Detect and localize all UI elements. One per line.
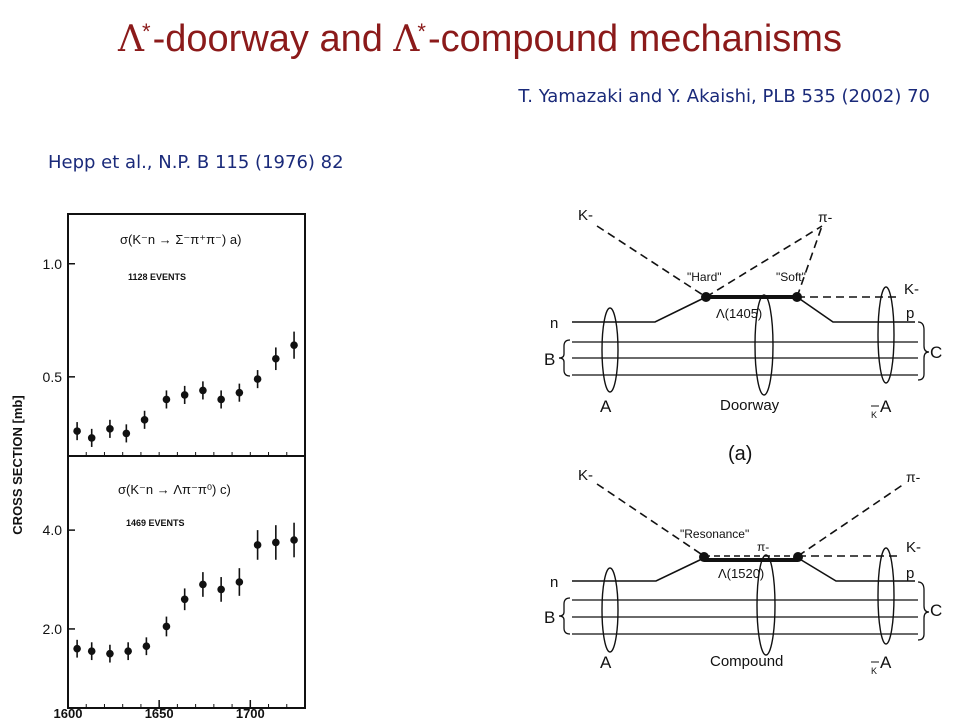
label-k-in: K- xyxy=(578,207,593,224)
label-k-out: K- xyxy=(904,281,919,298)
kaon-in-line xyxy=(597,484,704,556)
label-c: C xyxy=(930,601,943,620)
vertex-out xyxy=(793,552,803,562)
label-compound: Compound xyxy=(710,653,784,670)
vertex-soft xyxy=(792,292,802,302)
y-tick-label: 1.0 xyxy=(42,255,62,272)
y-tick-label: 4.0 xyxy=(42,522,62,539)
label-pi-mid: π- xyxy=(757,540,770,554)
nucleon-line xyxy=(572,297,706,322)
label-panel-a: (a) xyxy=(728,443,753,465)
title-text-1: -doorway and xyxy=(152,18,394,60)
pion-out-line xyxy=(797,226,822,297)
pion-out-line-long xyxy=(706,226,822,297)
label-lambda-1405: Λ(1405) xyxy=(716,306,763,321)
pion-out-line xyxy=(798,484,904,556)
label-b: B xyxy=(544,608,556,627)
x-tick-label: 1700 xyxy=(235,706,265,720)
loop-a-right xyxy=(878,287,894,383)
label-pi-out: π- xyxy=(818,209,833,225)
bottom-panel-events: 1469 EVENTS xyxy=(126,518,185,528)
top-panel-title: σ(K⁻n → Σ⁻π⁺π⁻) a) xyxy=(120,232,242,247)
doorway-diagram xyxy=(544,207,942,465)
top-panel-events: 1128 EVENTS xyxy=(128,272,187,282)
label-hard: "Hard" xyxy=(687,270,722,284)
label-pi-out: π- xyxy=(906,469,921,485)
brace-right xyxy=(918,582,929,640)
label-kbar-sub: K xyxy=(871,666,878,676)
label-b: B xyxy=(544,350,556,369)
reference-yamazaki: T. Yamazaki and Y. Akaishi, PLB 535 (2002) 70 xyxy=(518,86,930,107)
vertex-resonance xyxy=(699,552,709,562)
x-tick-label: 1650 xyxy=(144,706,174,720)
reference-hepp: Hepp et al., N.P. B 115 (1976) 82 xyxy=(48,152,344,173)
label-c: C xyxy=(930,343,943,362)
loop-a-left xyxy=(602,308,618,392)
label-resonance: "Resonance" xyxy=(680,527,750,541)
proton-line xyxy=(798,558,915,581)
label-n: n xyxy=(550,315,559,332)
brace-left xyxy=(559,598,570,634)
y-axis-label: CROSS SECTION [mb] xyxy=(10,395,25,535)
vertex-hard xyxy=(701,292,711,302)
title-lambda-1: Λ xyxy=(118,19,145,60)
brace-right xyxy=(918,322,929,380)
label-a-right: A xyxy=(880,397,892,416)
label-doorway: Doorway xyxy=(720,397,780,414)
title-lambda-2: Λ xyxy=(393,19,420,60)
label-kbar-sub: K xyxy=(871,410,878,420)
label-k-out: K- xyxy=(906,539,921,556)
y-tick-label: 2.0 xyxy=(42,620,62,637)
label-n: n xyxy=(550,574,559,591)
compound-diagram xyxy=(544,467,942,676)
label-a-right: A xyxy=(880,653,892,672)
proton-line xyxy=(797,297,915,322)
title-text-2: -compound mechanisms xyxy=(427,18,842,60)
label-a-left: A xyxy=(600,397,612,416)
label-a-left: A xyxy=(600,653,612,672)
x-tick-label: 1600 xyxy=(53,706,83,720)
title-star-2: * xyxy=(417,19,426,44)
nucleon-line xyxy=(572,558,704,581)
bottom-panel-title: σ(K⁻n → Λπ⁻π⁰) c) xyxy=(118,482,231,497)
loop-a-right xyxy=(878,548,894,644)
kaon-in-line xyxy=(597,226,706,297)
brace-left xyxy=(559,340,570,376)
label-k-in: K- xyxy=(578,467,593,484)
label-p: p xyxy=(906,565,915,582)
y-tick-label: 0.5 xyxy=(42,368,62,385)
label-p: p xyxy=(906,305,915,322)
label-soft: "Soft" xyxy=(776,270,806,284)
label-lambda-1520: Λ(1520) xyxy=(718,566,765,581)
title-star-1: * xyxy=(142,19,151,44)
